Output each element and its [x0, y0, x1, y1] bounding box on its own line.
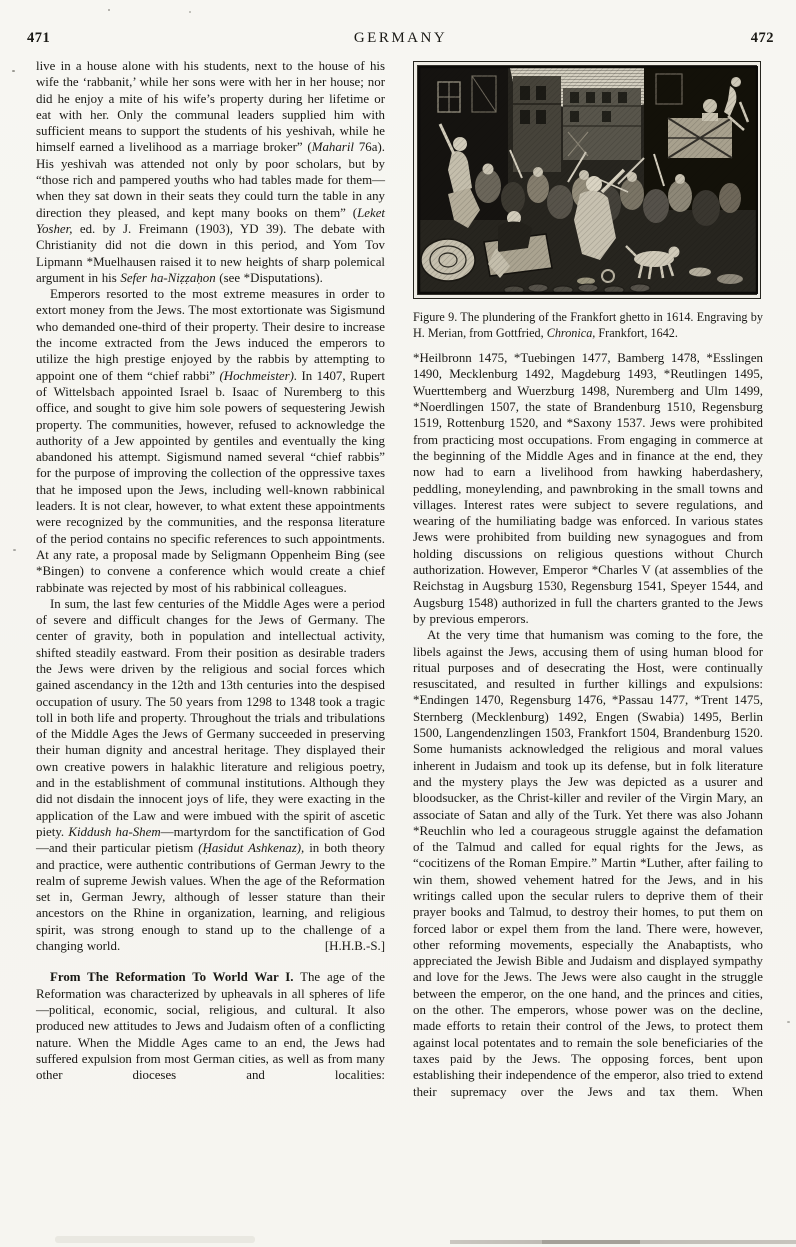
running-title: GERMANY	[353, 30, 448, 46]
paragraph-humanism: At the very time that humanism was coming to the fore, the libels against the Jews, accusing them of using human blood for ritual purposes and of desecrating the Host, were continually resuscitated, and resulted in further killings and expulsions: *Endingen 1470, Regensburg 1476, *Passau 1477, *Trent 1475, Sternberg (Mecklenburg) 1492, Engen (Swabia) 1495, Berlin 1500, Langendenzlingen 1503, Frankfort 1504, Brandenburg 1520. Some humanists acknowledged the religious and moral values inherent in Judaism and took up its defense, but in folk literature and the mystery plays the Jew was depicted as a usurer and bloodsucker, as the Christ-killer and reviler of the Virgin Mary, an associate of Satan and ally of the Turk. Yet there was also Johann *Reuchlin who led a courageous struggle against the defamation of the Talmud and called for equal rights for the Jews, as “cocitizens of the Roman Empire.” Martin *Luther, after failing to win them, showed vehement hatred for the Jews, and in his writings called upon the secular rulers to deprive them of their prayer books and Talmud, to destroy their homes, to put them on forced labor or expel them from the land. There were, however, other reforming movements, especially the Anabaptists, who appreciated the Jewish Bible and Judaism and displayed sympathy and love for the Jews. The Jews were also caught in the struggle between the emperor, on the one hand, and the princes and cities, on the other. The emperors, whose power was on the decline, made efforts to retain their control of the Jews, to protect them against local potentates and to remain the sole beneficiaries of the taxes paid by the Jews. The opposing forces, bent upon establishing their independence of the emperor, also tried to extend their supremacy over the Jews and tax them. When	[413, 628, 763, 1099]
scan-speck	[189, 11, 191, 13]
right-column	[413, 58, 763, 1100]
ghetto-plundering-engraving	[418, 66, 758, 294]
two-column-body	[0, 47, 796, 1100]
paragraph-expulsions: *Heilbronn 1475, *Tuebingen 1477, Bamberg 1478, *Esslingen 1490, Mecklenburg 1492, Magdeburg 1493, *Reutlingen 1495, Wuerttemberg and Wuerzburg 1498, Nuremberg and Ulm 1499, *Noerdlingen 1507, the state of Brandenburg 1510, Regensburg 1519, Rottenburg 1520, and *Saxony 1537. Jews were prohibited from practicing most occupations. From engaging in commerce at the beginning of the Middle Ages and in finance at the end, they now had to earn a livelihood from hawking haberdashery, peddling, moneylending, and pawnbroking in the small towns and villages. Interest rates were subject to severe regulations, and wearing of the humiliating badge was enforced. In various states Jews were prohibited from building new synagogues and from holding discussions on religious questions without Church authorization. However, Emperor *Charles V (at assemblies of the Reichstag in Augsburg 1530, Regensburg 1541, Speyer 1544, and Augsburg 1548) authorized in full the charters granted to the Jews by previous emperors.	[413, 351, 763, 626]
left-column	[36, 58, 385, 1100]
figure-caption: Figure 9. The plundering of the Frankfort ghetto in 1614. Engraving by H. Merian, from Gottfried, Chronica, Frankfort, 1642.	[413, 310, 763, 340]
paragraph-emperors: Emperors resorted to the most extreme measures in order to extort money from the Jews. The most extortionate was Sigismund who demanded one-third of their property. Their desire to increase the income extracted from the Jews induced the emperors to utilize the high prestige enjoyed by the rabbis by attempting to appoint one of them “chief rabbi” (Hochmeister). In 1407, Rupert of Wittelsbach appointed Israel b. Isaac of Nuremberg to this office, and sought to give him sole powers of sequestering Jewish property. The communities, however, refused to acknowledge the authority of a Jew appointed by gentiles and eventually the king abandoned his attempt. Sigismund named several “chief rabbis” for the purpose of improving the collection of the oppressive taxes that he imposed upon the Jews, including well-known rabbinical leaders. It is not clear, however, to what extent these appointments were recognized by the communities, and the responsa literature of the period contains no specific references to such appointments. At any rate, a proposal made by Seligmann Oppenheim Bing (see *Bingen) to convene a conference which would create a chief rabbinate was rejected by most of his rabbinical colleagues.	[36, 287, 385, 595]
engraving-frame	[413, 61, 761, 299]
figure-9	[413, 61, 763, 341]
scan-speck	[12, 70, 15, 72]
scan-smudge	[55, 1236, 255, 1243]
scan-speck	[787, 1021, 790, 1023]
paragraph-summary: In sum, the last few centuries of the Middle Ages were a period of severe and difficult changes for the Jews of Germany. The center of gravity, both in population and intellectual activity, shifted steadily eastward. From their position as desirable traders the Jews were driven by the religious and social forces which gained ascendancy in the 12th and 13th centuries into the despised occupation of usury. The 50 years from 1298 to 1348 took a tragic toll in both life and property. Throughout the trials and tribulations of the Middle Ages the Jews of Germany succeeded in preserving their human dignity and ancestral heritage. They displayed their own creative powers in halakhic literature and religious poetry, and in the establishment of communal institutions. Although they did not disdain the innocent joys of life, they were exacting in the application of the Law and were imbued with the spirit of ascetic piety. Kiddush ha-Shem—martyrdom for the sanctification of God—and their particular pietism (Ḥasidut Ashkenaz), in both theory and practice, were authentic contributions of German Jewry to the realm of supreme Jewish values. When the age of the Reformation set in, German Jewry, although of lesser stature than their ancestors on the Rhine in organization, learning, and religious spirit, was strong enough to stand up to the challenge of a changing world. [H.H.B.-S.]	[36, 596, 385, 954]
paragraph-continuation: live in a house alone with his students, next to the house of his wife the ‘rabbanit,’ while her sons were with her in her house; nor did he enjoy a mite of his wife’s property during her lifetime or eat with her. Only the communal leaders supplied him with sufficient means to support the students of his yeshivah, while he himself earned a livelihood as a marriage broker” (Maharil 76a). His yeshivah was attended not only by poor scholars, but by “those rich and pampered youths who had tables made for them—when they sat down in their seats they could turn the table in any direction they pleased, and kept many books on them” (Leket Yosher, ed. by J. Freimann (1903), YD 39). The debate with Christianity did not die down in this period, and Yom Tov Lipmann *Muelhausen raised it to new heights of sharp polemical argument in his Sefer ha-Niẓẓaḥon (see *Disputations).	[36, 59, 385, 285]
section-paragraph-reformation: From The Reformation To World War I. The age of the Reformation was characterized by upheavals in all spheres of life—political, economic, social, religious, and cultural. It also produced new attitudes to Jews and Judaism often of a conflicting nature. When the Middle Ages came to an end, the Jews had suffered expulsion from most German cities, as well as from many other dioceses and localities:	[36, 970, 385, 1083]
right-column-number: 472	[750, 30, 774, 46]
scan-speck	[13, 549, 16, 551]
left-column-number: 471	[27, 30, 51, 46]
scan-speck	[108, 9, 110, 11]
scan-edge-bar-dark	[542, 1240, 640, 1244]
page-header	[0, 0, 796, 47]
